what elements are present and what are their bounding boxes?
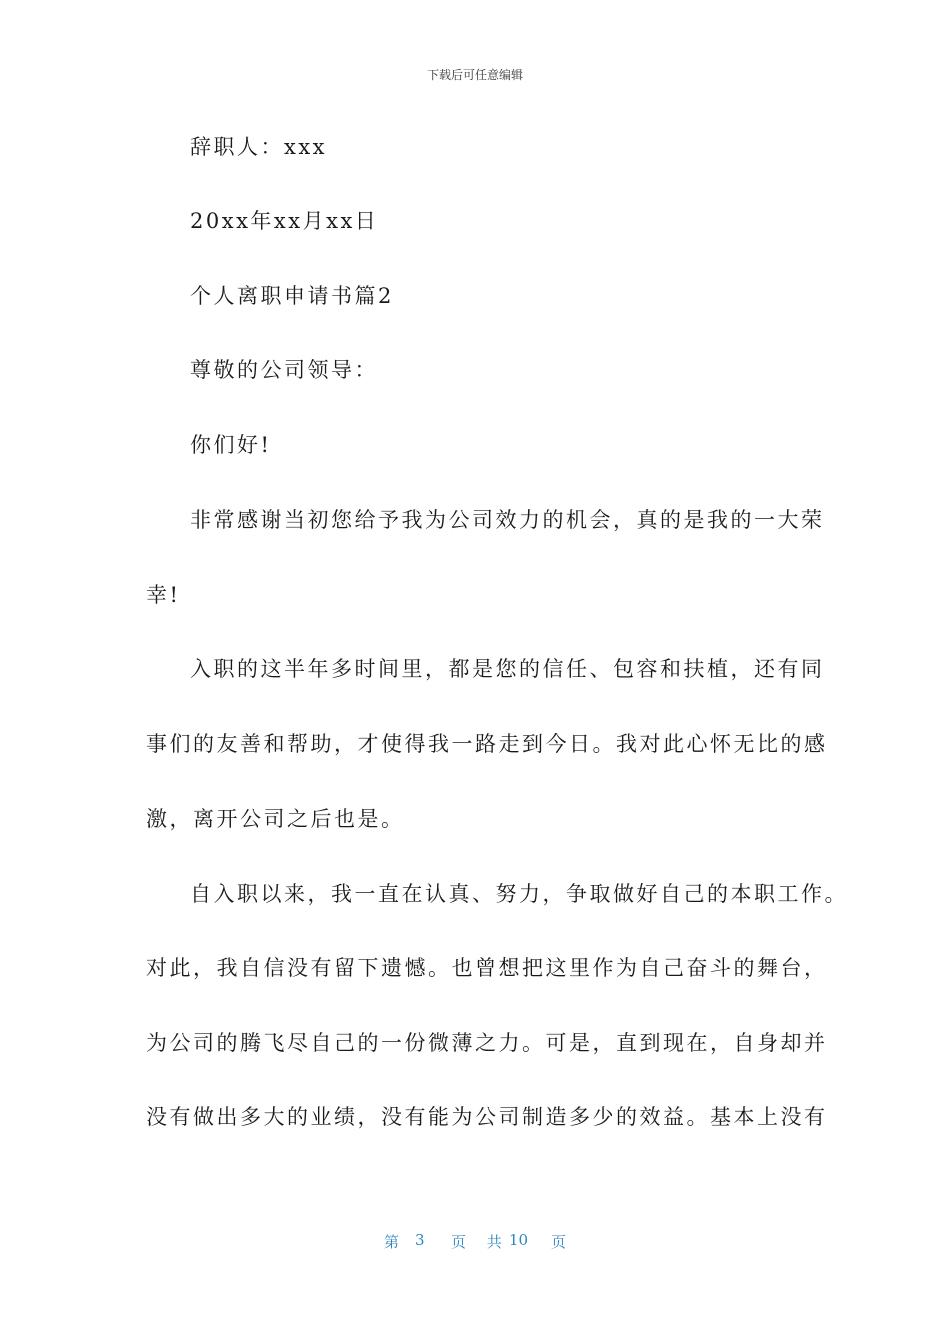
page-label-middle: 页 共 [451, 1233, 510, 1251]
page-label-prefix: 第 [384, 1233, 400, 1251]
section-title: 个人离职申请书篇2 [190, 284, 394, 308]
page-label-suffix: 页 [551, 1233, 567, 1251]
paragraph-2-line-1: 入职的这半年多时间里，都是您的信任、包容和扶植，还有同 [190, 657, 825, 681]
paragraph-1-line-1: 非常感谢当初您给予我为公司效力的机会，真的是我的一大荣 [190, 508, 825, 532]
current-page-number: 3 [415, 1231, 425, 1249]
date-line: 20xx年xx月xx日 [190, 209, 379, 233]
paragraph-3-line-4: 没有做出多大的业绩，没有能为公司制造多少的效益。基本上没有 [146, 1105, 828, 1129]
paragraph-3-line-3: 为公司的腾飞尽自己的一份微薄之力。可是，直到现在，自身却并 [146, 1031, 828, 1055]
page-header: 下载后可任意编辑 [426, 68, 523, 82]
paragraph-3-line-1: 自入职以来，我一直在认真、努力，争取做好自己的本职工作。 [190, 882, 848, 906]
paragraph-2-line-3: 激，离开公司之后也是。 [146, 807, 405, 831]
paragraph-3-line-2: 对此，我自信没有留下遗憾。也曾想把这里作为自己奋斗的舞台， [146, 956, 828, 980]
greeting: 你们好! [190, 433, 272, 457]
salutation: 尊敬的公司领导： [190, 358, 378, 382]
total-page-count: 10 [509, 1231, 529, 1249]
signature-line: 辞职人：xxx [190, 135, 328, 159]
paragraph-1-line-2: 幸! [146, 583, 181, 607]
paragraph-2-line-2: 事们的友善和帮助，才使得我一路走到今日。我对此心怀无比的感 [146, 732, 828, 756]
